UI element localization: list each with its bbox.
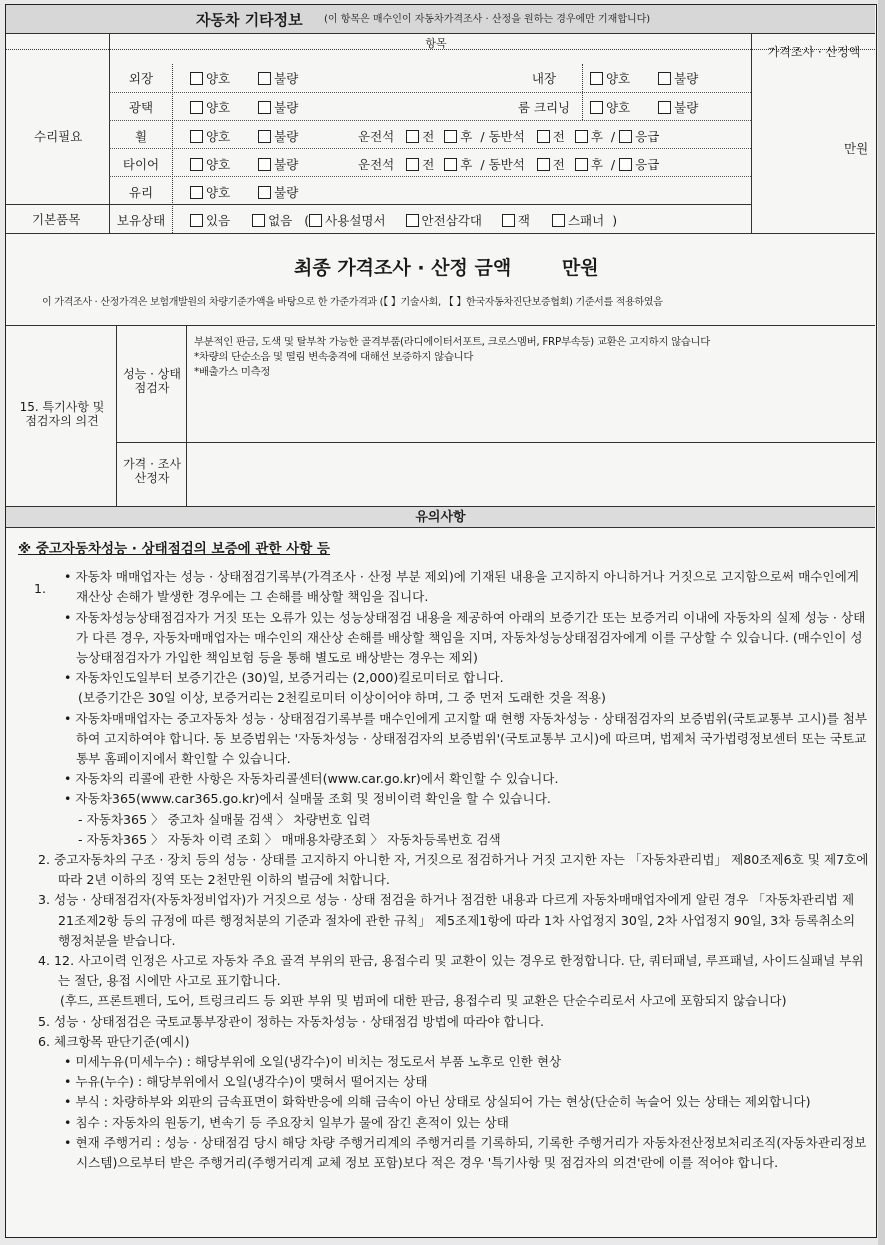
- checkbox-good[interactable]: [190, 101, 203, 114]
- price-header: 가격조사 · 산정액: [767, 45, 861, 59]
- bullet: • 자동차365(www.car365.go.kr)에서 실매물 조회 및 정비이력 확인을 할 수 있습니다.: [64, 791, 551, 807]
- row-line: [6, 204, 751, 205]
- checkbox-bad[interactable]: [258, 158, 271, 171]
- final-price-label: 최종 가격조사 · 산정 금액: [294, 257, 512, 279]
- checkbox-bad[interactable]: [258, 186, 271, 199]
- col-line: [751, 33, 752, 233]
- row-label-owned: 보유상태: [116, 213, 166, 228]
- checkbox-good[interactable]: [190, 158, 203, 171]
- checkbox-good[interactable]: [190, 186, 203, 199]
- row-line: [109, 120, 751, 121]
- bullet: • 미세누유(미세누수) : 해당부위에 오일(냉각수)이 비치는 정도로서 부품 노후로 인한 현상: [64, 1054, 562, 1070]
- notice-item-3: 3. 성능 · 상태점검자(자동차정비업자)가 거짓으로 성능 · 상태 점검을 하거나 점검한 내용과 다르게 자동차매매업자에게 알린 경우 「자동차관리법 제21조제2항 등의 규정에 따른 행정처분의 기준과 절차에 관한 규칙」 제5조제1항에 따라 1차 사업정지 30일, 2차 사업정지 90일, 3차 등록취소의 행정처분을 받습니다.: [38, 892, 856, 948]
- checkbox-bad[interactable]: [258, 101, 271, 114]
- checkbox-good[interactable]: [190, 72, 203, 85]
- checkbox-bad[interactable]: [258, 130, 271, 143]
- row-line: [6, 325, 875, 326]
- notice-item-5: 5. 성능 · 상태점검은 국토교통부장관이 정하는 자동차성능 · 상태점검 방법에 따라야 합니다.: [38, 1013, 545, 1029]
- basic-items-label: 기본품목: [32, 212, 81, 227]
- checkbox-emergency[interactable]: [619, 158, 632, 171]
- notice-content: [12, 533, 870, 1173]
- row-line: [109, 92, 751, 93]
- glass-options: 양호 불량: [190, 185, 298, 200]
- bullet: • 현재 주행거리 : 성능 · 상태점검 당시 해당 차량 주행거리계의 주행거리를 기록하되, 기록한 주행거리가 자동차전산정보처리조직(자동차관리정보시스템)으로부터 받은 주행거리(주행거리계 교체 정보 포함)보다 적은 경우 '특기사항 및 점검자의 의견'란에 이를 적어야 합니다.: [64, 1134, 867, 1171]
- inspector-line: 부분적인 판금, 도색 및 탈부착 가능한 골격부품(라디에이터서포트, 크로스멤버, FRP부속등) 교환은 고지하지 않습니다: [194, 336, 711, 348]
- final-price-unit: 만원: [561, 257, 599, 279]
- tire-position-options: 운전석 전 후 / 동반석 전 후 / 응급: [358, 157, 660, 172]
- checkbox-bad[interactable]: [658, 101, 671, 114]
- bullet: • 자동차성능상태점검자가 거짓 또는 오류가 있는 성능상태점검 내용을 제공하여 아래의 보증기간 또는 보증거리 이내에 자동차의 실제 성능 · 상태가 다른 경우, 자동차매매업자는 매수인의 재산상 손해를 배상할 책임을 지며, 자동차성능상태점검자에게 이를 구상할 수 있습니다. (매수인이 성능상태점검자가 가입한 책임보험 등을 통해 별도로 배상받는 경우는 제외): [64, 609, 866, 666]
- inspector-line: *배출가스 미측정: [194, 366, 271, 378]
- bullet: • 자동차의 리콜에 관한 사항은 자동차리콜센터(www.car.go.kr)에서 확인할 수 있습니다.: [64, 771, 559, 787]
- checkbox-front[interactable]: [537, 130, 550, 143]
- checkbox-owned-no[interactable]: [252, 214, 265, 227]
- other-info-title-bar: [6, 5, 875, 34]
- bullet: • 침수 : 자동차의 원동기, 변속기 등 주요장치 일부가 물에 잠긴 흔적이 있는 상태: [64, 1114, 509, 1130]
- checkbox-good[interactable]: [590, 72, 603, 85]
- wheel-options: 양호 불량: [190, 129, 298, 144]
- checkbox-good[interactable]: [190, 130, 203, 143]
- owned-options: 있음 없음 ( 사용설명서 안전삼각대 잭 스패너 ): [190, 213, 617, 228]
- checkbox-rear[interactable]: [444, 130, 457, 143]
- row-line: [6, 233, 875, 234]
- notice-title: 유의사항: [415, 510, 466, 525]
- final-price-row: [294, 257, 599, 280]
- bullet: • 자동차매매업자는 중고자동차 성능 · 상태점검기록부를 매수인에게 고지할 때 현행 자동차성능 · 상태점검자의 보증범위(국토교통부 고시)를 첨부하여 고지하여야 합니다. 동 보증범위는 '자동차성능 · 상태점검자의 보증범위'(국토교통부 고시)에 따르며, 법제처 국가법령정보센터 또는 국토교통부 홈페이지에서 확인할 수 있습니다.: [64, 710, 868, 767]
- col-line: [109, 33, 110, 233]
- room-cleaning-options: 양호 불량: [590, 100, 698, 115]
- section-title: 자동차 기타정보: [196, 11, 303, 29]
- bullet: • 부식 : 차량하부와 외판의 금속표면이 화학반응에 의해 금속이 아닌 상태로 상실되어 가는 현상(단순히 녹슬어 있는 상태는 제외합니다): [64, 1094, 811, 1110]
- row-line: [116, 442, 875, 443]
- checkbox-rear[interactable]: [575, 158, 588, 171]
- bullet: • 자동차 매매업자는 성능 · 상태점검기록부(가격조사 · 산정 부분 제외)에 기재된 내용을 고지하지 아니하거나 거짓으로 고지함으로써 매수인에게 재산상 손해가 발생한 경우에는 그 손해를 배상할 책임을 집니다.: [64, 569, 859, 605]
- checkbox-front[interactable]: [406, 158, 419, 171]
- checkbox-bad[interactable]: [258, 72, 271, 85]
- row-line: [109, 148, 751, 149]
- checkbox-manual[interactable]: [309, 214, 322, 227]
- row-label-tire: 타이어: [122, 157, 160, 172]
- checkbox-front[interactable]: [537, 158, 550, 171]
- appraiser-label: 가격 · 조사 산정자: [123, 457, 181, 486]
- inspector-opinion: [194, 335, 870, 380]
- notice-heading: ※ 중고자동차성능 · 상태점검의 보증에 관한 사항 등: [18, 541, 330, 557]
- item4-sub: (후드, 프론트펜더, 도어, 트렁크리드 등 외판 부위 및 범퍼에 대한 판금, 용접수리 및 교환은 단순수리로서 사고에 포함되지 않습니다): [60, 993, 787, 1009]
- inspection-form-page: [5, 4, 877, 1238]
- checkbox-rear[interactable]: [444, 158, 457, 171]
- final-price-note: 이 가격조사 · 산정가격은 보험개발원의 차량기준가액을 바탕으로 한 가준가격과 (【 】기술사회, 【 】한국자동차진단보증협회) 기준서를 적용하였음: [42, 297, 663, 308]
- row-label-room-cleaning: 룸 크리닝: [517, 100, 571, 115]
- checkbox-spanner[interactable]: [552, 214, 565, 227]
- bullet: • 자동차인도일부터 보증기간은 (30)일, 보증거리는 (2,000)킬로미터로 합니다.: [64, 670, 504, 686]
- notice-item-2: 2. 중고자동차의 구조 · 장치 등의 성능 · 상태를 고지하지 아니한 자, 거짓으로 점검하거나 거짓 고지한 자는 「자동차관리법」 제80조제6호 및 제7호에 따라 2년 이하의 징역 또는 2천만원 이하의 벌금에 처합니다.: [38, 852, 869, 888]
- notice-item-4: 4. 12. 사고이력 인정은 사고로 자동차 주요 골격 부위의 판금, 용접수리 및 교환이 있는 경우로 한정합니다. 단, 쿼터패널, 루프패널, 사이드실패널 부위는 절단, 용접 시에만 사고로 표기합니다.: [38, 953, 864, 989]
- row-label-glass: 유리: [128, 185, 154, 200]
- col-line: [582, 64, 583, 120]
- checkbox-jack[interactable]: [502, 214, 515, 227]
- checkbox-bad[interactable]: [658, 72, 671, 85]
- checkbox-emergency[interactable]: [619, 130, 632, 143]
- inspector-line: *차량의 단순소음 및 떨림 변속충격에 대해선 보증하지 않습니다: [194, 351, 474, 363]
- row-label-exterior: 외장: [128, 71, 154, 86]
- row-label-gloss: 광택: [128, 100, 154, 115]
- wheel-position-options: 운전석 전 후 / 동반석 전 후 / 응급: [358, 129, 660, 144]
- notice-item-6: 6. 체크항목 판단기준(예시): [38, 1033, 190, 1049]
- row-label-interior: 내장: [531, 71, 557, 86]
- interior-options: 양호 불량: [590, 71, 698, 86]
- checkbox-good[interactable]: [590, 101, 603, 114]
- row-line: [6, 527, 875, 528]
- car365-sub: - 자동차365 〉 중고차 실매물 검색 〉 차량번호 입력: [78, 811, 371, 827]
- tire-options: 양호 불량: [190, 157, 298, 172]
- page-edge: [878, 0, 885, 1245]
- row-line: [109, 176, 751, 177]
- checkbox-front[interactable]: [406, 130, 419, 143]
- exterior-options: 양호 불량: [190, 71, 298, 86]
- item-header: 항목: [425, 37, 447, 50]
- repair-label: 수리필요: [34, 129, 83, 144]
- col-line: [116, 325, 117, 506]
- inspector-label: 성능 · 상태 점검자: [123, 367, 181, 396]
- item-number: 1.: [34, 581, 47, 597]
- price-unit: 만원: [844, 141, 869, 156]
- gloss-options: 양호 불량: [190, 100, 298, 115]
- bullet: • 누유(누수) : 해당부위에서 오일(냉각수)이 맺혀서 떨어지는 상태: [64, 1074, 428, 1090]
- checkbox-owned-yes[interactable]: [190, 214, 203, 227]
- col-line: [186, 325, 187, 506]
- col-line: [172, 64, 173, 233]
- checkbox-triangle[interactable]: [406, 214, 419, 227]
- warranty-sub: (보증기간은 30일 이상, 보증거리는 2천킬로미터 이상이어야 하며, 그 중 먼저 도래한 것을 적용): [78, 690, 606, 706]
- row-label-wheel: 휠: [134, 129, 148, 144]
- section-subtitle: (이 항목은 매수인이 자동차가격조사 · 산정을 원하는 경우에만 기재합니다): [324, 14, 651, 25]
- car365-sub: - 자동차365 〉 자동차 이력 조회 〉 매매용차량조회 〉 자동차등록번호 검색: [78, 831, 501, 847]
- checkbox-rear[interactable]: [575, 130, 588, 143]
- notice-item-1: [12, 567, 870, 850]
- remarks-section-label: 15. 특기사항 및 점검자의 의견: [19, 400, 105, 429]
